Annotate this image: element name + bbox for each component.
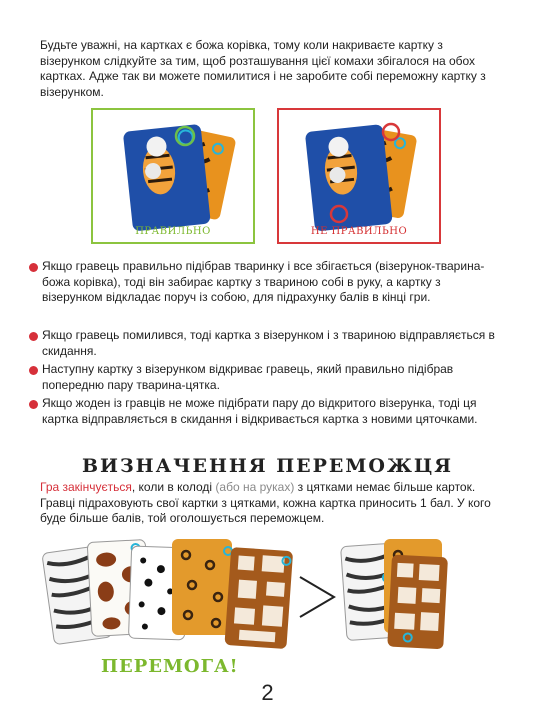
rule-bullet: Якщо гравець правильно підібрав тваринку і все збігається (візерунок-тварина-божа корівка), тоді він забирає картку з твариною собі в руку, а картку з візерунком відкладає поруч із собою, для підрахунку балів в кінці гри. — [33, 259, 503, 306]
left-card-hand — [42, 539, 293, 649]
end-rules-paragraph: Гра закінчується, коли в колоді (або на руках) з цятками немає більше карток. Гравці підраховують свої картки з цятками, кожна картка приносить 1 бал. У кого буде більше балів, той оголошується переможцем. — [40, 480, 491, 526]
hands-note: (або на руках) — [215, 480, 295, 494]
winner-comparison-illustration — [38, 535, 498, 655]
game-end-phrase: Гра закінчується — [40, 480, 132, 494]
section-heading: ВИЗНАЧЕННЯ ПЕРЕМОЖЦЯ — [81, 455, 454, 477]
bullet-dot-icon — [29, 263, 38, 272]
correct-example-illustration — [93, 110, 253, 242]
bullet-dot-icon — [29, 400, 38, 409]
wrong-example-frame — [277, 108, 441, 244]
wrong-example-illustration — [279, 110, 439, 242]
leopard-card — [172, 539, 232, 635]
giraffe-card — [224, 547, 293, 649]
rule-bullet: Наступну картку з візерунком відкриває гравець, який правильно підібрав попередню пару тварина-цятка. — [33, 362, 503, 393]
rule-bullet: Якщо жоден із гравців не може підібрати пару до відкритого візерунка, тоді ця картка відправляється в скидання і відкривається картка з новими цяточками. — [33, 396, 503, 427]
animal-card-blue — [305, 124, 393, 232]
rule-bullet: Якщо гравець помилився, тоді картка з візерунком і з твариною відправляється в скидання. — [33, 328, 503, 359]
right-card-hand — [341, 539, 448, 649]
bullet-dot-icon — [29, 332, 38, 341]
animal-card-blue — [123, 124, 211, 232]
greater-than-icon — [300, 577, 334, 617]
intro-paragraph: Будьте уважні, на картках є божа корівка, тому коли накриваєте картку з візерунком слідкуйте за тим, щоб розташування цієї комахи збігалося на обох картках. Адже так ви можете помилитися і не заробите собі переможну картку з візерунком. — [40, 38, 486, 99]
bullet-dot-icon — [29, 366, 38, 375]
wrong-label: НЕ ПРАВИЛЬНО — [310, 226, 408, 237]
page-number: 2 — [261, 680, 274, 705]
correct-example-frame — [91, 108, 255, 244]
correct-label: ПРАВИЛЬНО — [135, 226, 211, 237]
victory-label: ПЕРЕМОГА! — [101, 656, 239, 677]
giraffe-card — [387, 555, 448, 650]
